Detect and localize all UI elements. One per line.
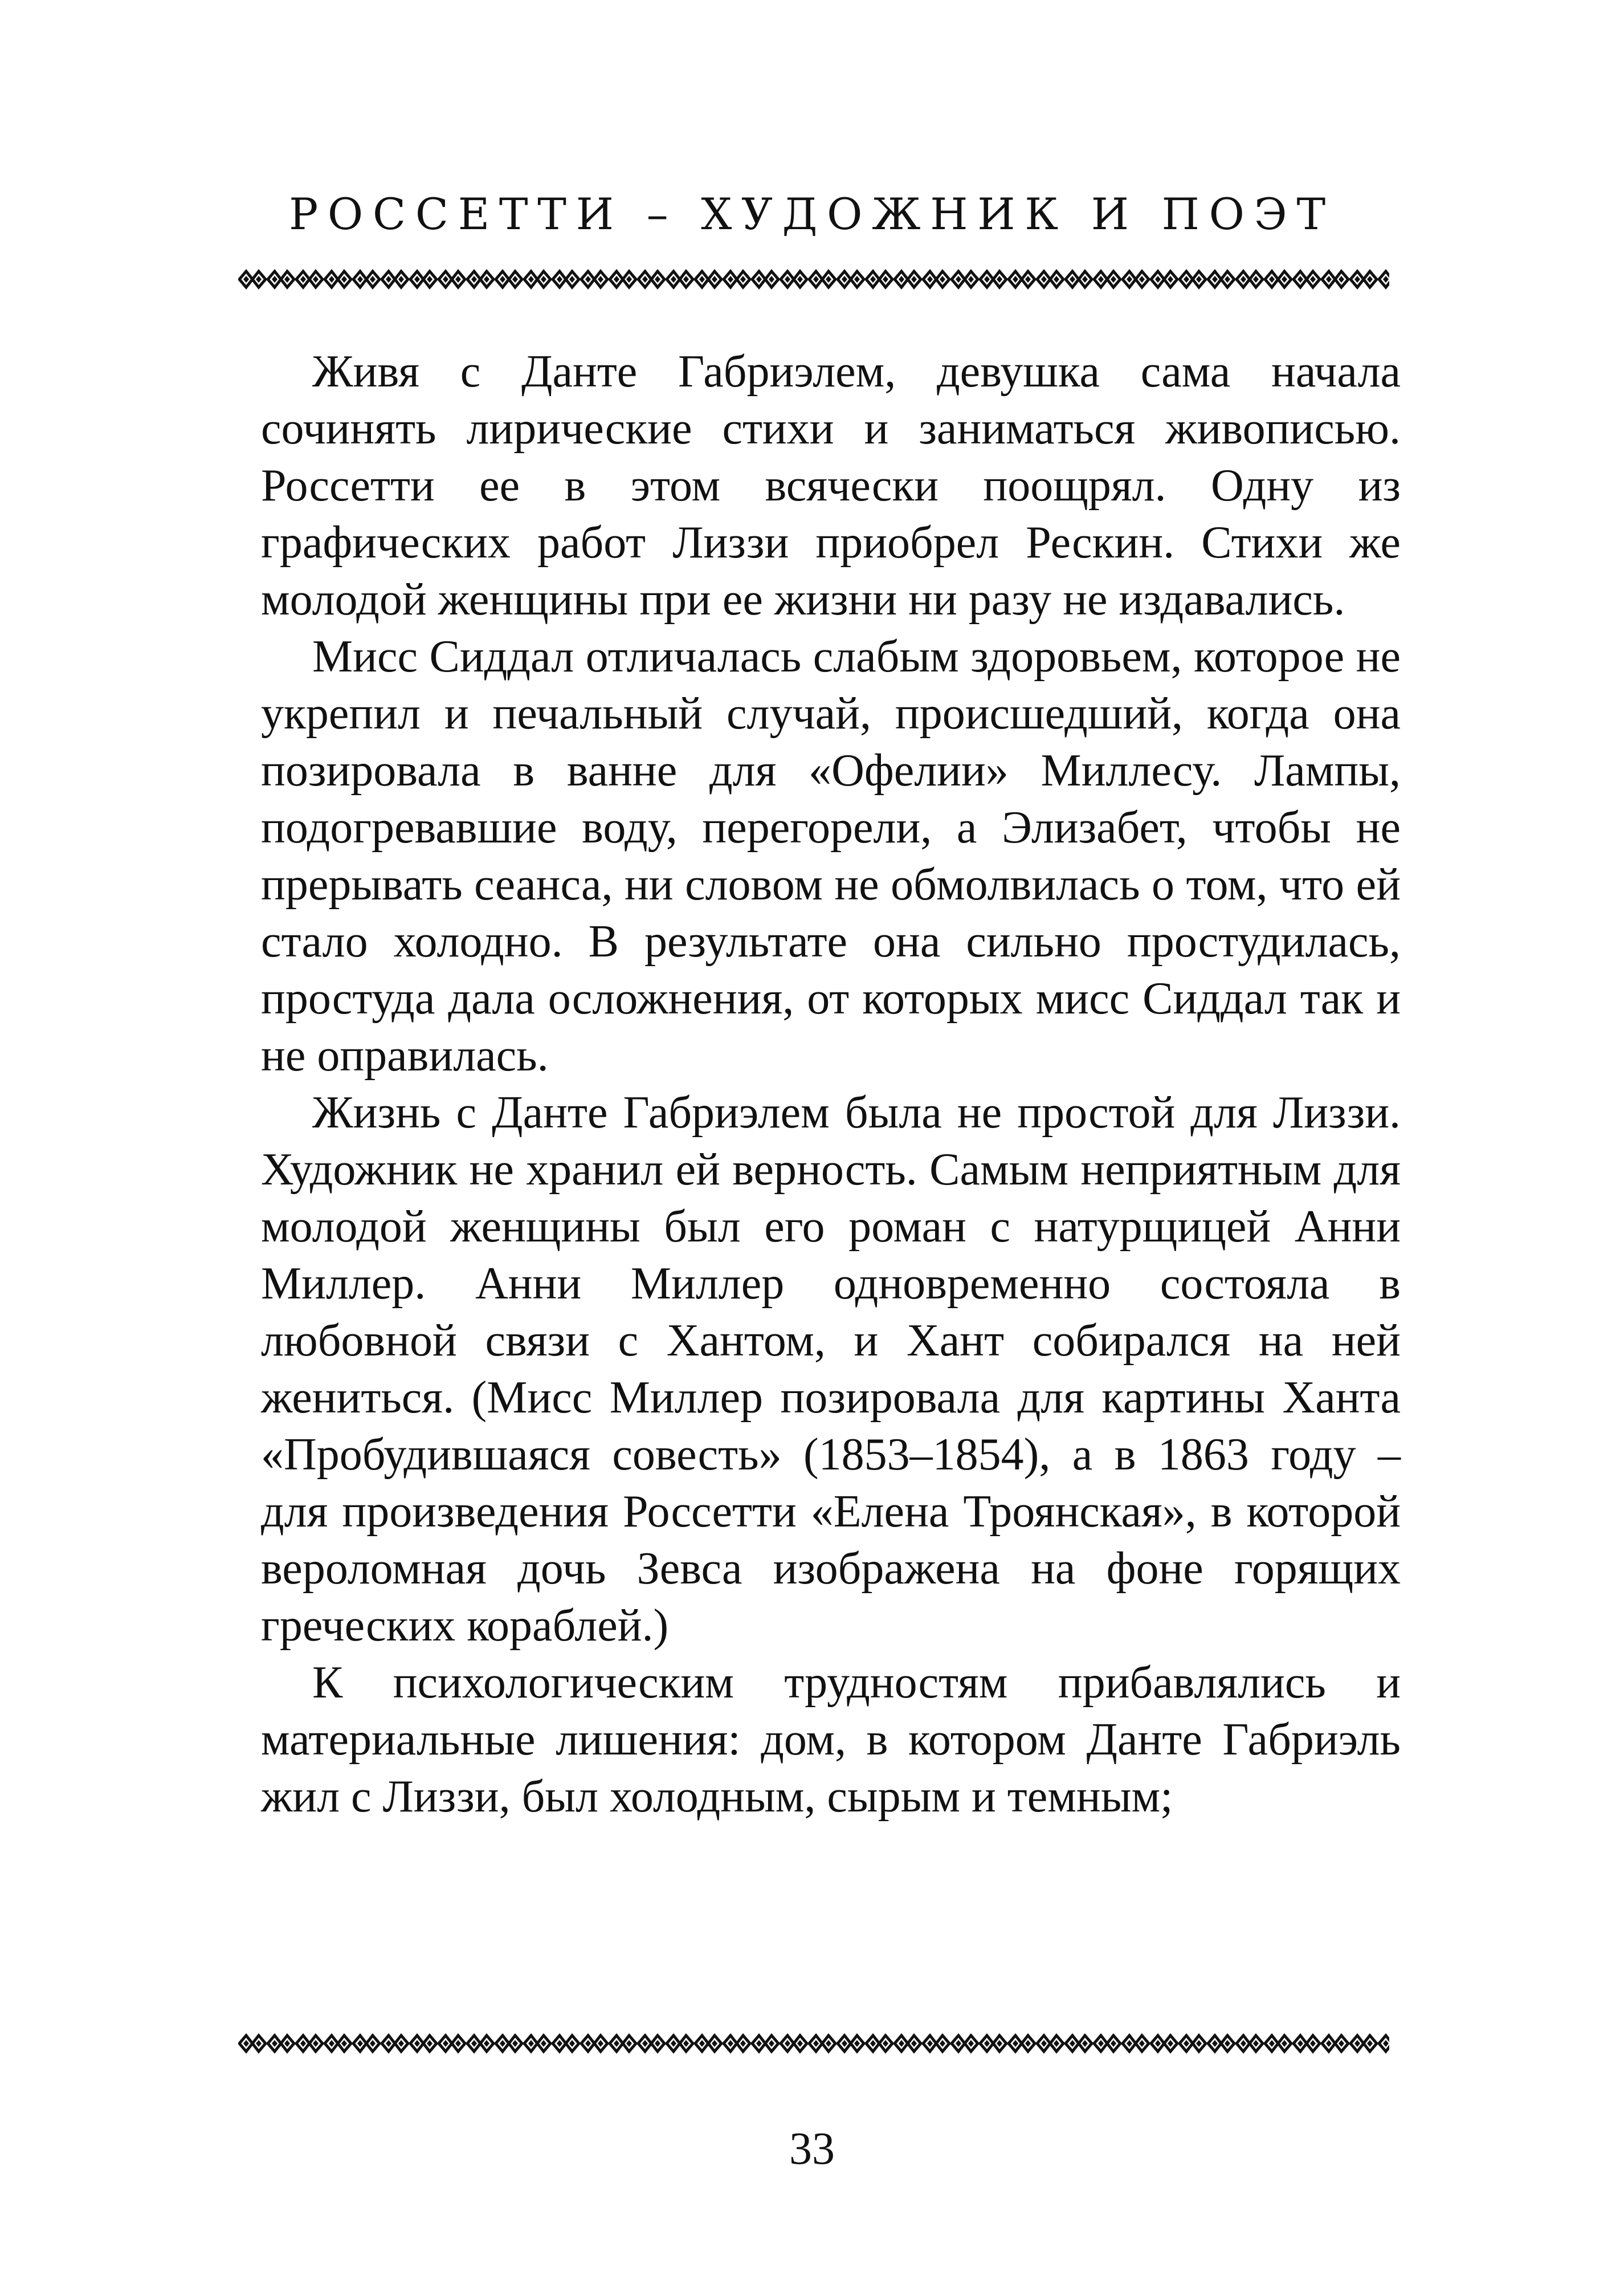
diamond-chain-ornament-icon [238,2031,1389,2056]
running-header-title: РОССЕТТИ – ХУДОЖНИК И ПОЭТ [289,189,1335,239]
page-number: 33 [789,2124,835,2174]
paragraph-4: К психологическим трудностям прибавлялись и материальные лишения: дом, в котором Данте Габриэль жил с Лиззи, был холодным, сырым и темным; [261,1658,1401,1822]
paragraph-2: Мисс Сиддал отличалась слабым здоровьем, которое не укрепил и печальный случай, происшедший, когда она позировала в ванне для «Офелии» Миллесу. Лампы, подогревавшие воду, перегорели, а Элизабет, чтобы не прерывать сеанса, ни словом не обмолвилась о том, что ей стало холодно. В результате она сильно простудилась, простуда дала осложнения, от которых мисс Сиддал так и не оправилась. [261,632,1401,1081]
paragraph-1: Живя с Данте Габриэлем, девушка сама начала сочинять лирические стихи и заниматься живописью. Россетти ее в этом всячески поощрял. Одну из графических работ Лиззи приобрел Рескин. Стихи же молодой женщины при ее жизни ни разу не издавались. [261,347,1401,625]
body-text [261,343,1401,1825]
paragraph-3: Жизнь с Данте Габриэлем была не простой для Лиззи. Художник не хранил ей верность. Самым неприятным для молодой женщины был его роман с натурщицей Анни Миллер. Анни Миллер одновременно состояла в любовной связи с Хантом, и Хант собирался на ней жениться. (Мисс Миллер позировала для картины Ханта «Пробудившаяся совесть» (1853–1854), а в 1863 году – для произведения Россетти «Елена Троянская», в которой вероломная дочь Зевса изображена на фоне горящих греческих кораблей.) [261,1088,1401,1651]
diamond-chain-ornament-icon [238,267,1389,292]
